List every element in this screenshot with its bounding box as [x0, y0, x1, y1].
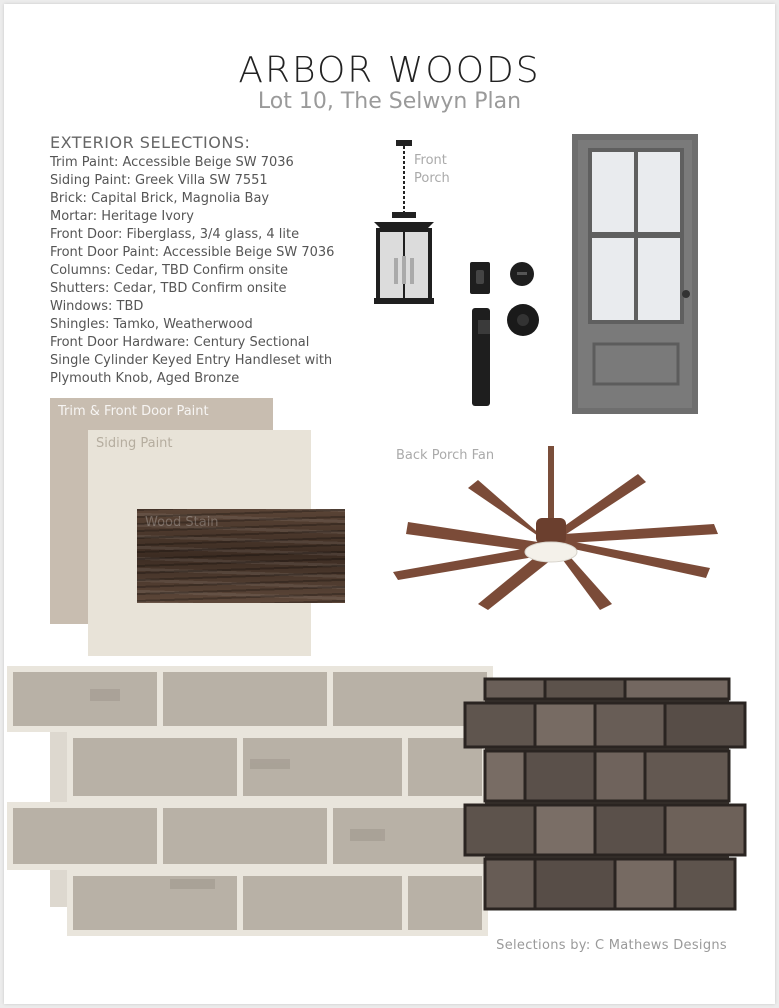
- porch-light-label: [414, 152, 474, 188]
- trim-paint-label: Trim & Front Door Paint: [58, 404, 209, 419]
- selection-line: Front Door Hardware: Century Sectional: [50, 335, 310, 350]
- back-porch-fan-label: Back Porch Fan: [396, 448, 495, 463]
- brick-sample-image: [50, 679, 450, 907]
- selection-line: Front Door Paint: Accessible Beige SW 7036: [50, 245, 335, 260]
- page-title: ARBOR WOODS: [238, 50, 541, 91]
- porch-light-label-line: Porch: [414, 171, 450, 186]
- wood-stain-label: Wood Stain: [145, 515, 219, 530]
- selection-line: Shingles: Tamko, Weatherwood: [50, 317, 253, 332]
- designer-credit: Selections by: C Mathews Designs: [496, 938, 727, 953]
- shingle-sample-image: [485, 679, 729, 907]
- selection-line: Trim Paint: Accessible Beige SW 7036: [50, 155, 294, 170]
- siding-paint-label: Siding Paint: [96, 436, 173, 451]
- wood-stain-swatch: [137, 509, 345, 603]
- ceiling-fan-image: [388, 444, 718, 614]
- selection-line: Mortar: Heritage Ivory: [50, 209, 194, 224]
- selection-line: Single Cylinder Keyed Entry Handleset with: [50, 353, 333, 368]
- porch-light-label-line: Front: [414, 153, 447, 168]
- selection-line: Siding Paint: Greek Villa SW 7551: [50, 173, 268, 188]
- selection-line: Shutters: Cedar, TBD Confirm onsite: [50, 281, 287, 296]
- exterior-selections-list: [50, 134, 370, 388]
- door-hardware-image: [460, 260, 550, 410]
- selection-line: Front Door: Fiberglass, 3/4 glass, 4 lite: [50, 227, 300, 242]
- selection-line: Plymouth Knob, Aged Bronze: [50, 371, 240, 386]
- design-board: [4, 4, 775, 1004]
- selections-heading: EXTERIOR SELECTIONS:: [50, 133, 251, 152]
- selection-line: Brick: Capital Brick, Magnolia Bay: [50, 191, 270, 206]
- selection-line: Columns: Cedar, TBD Confirm onsite: [50, 263, 289, 278]
- page-subtitle: Lot 10, The Selwyn Plan: [257, 89, 522, 114]
- selection-line: Windows: TBD: [50, 299, 144, 314]
- front-door-image: [572, 134, 698, 414]
